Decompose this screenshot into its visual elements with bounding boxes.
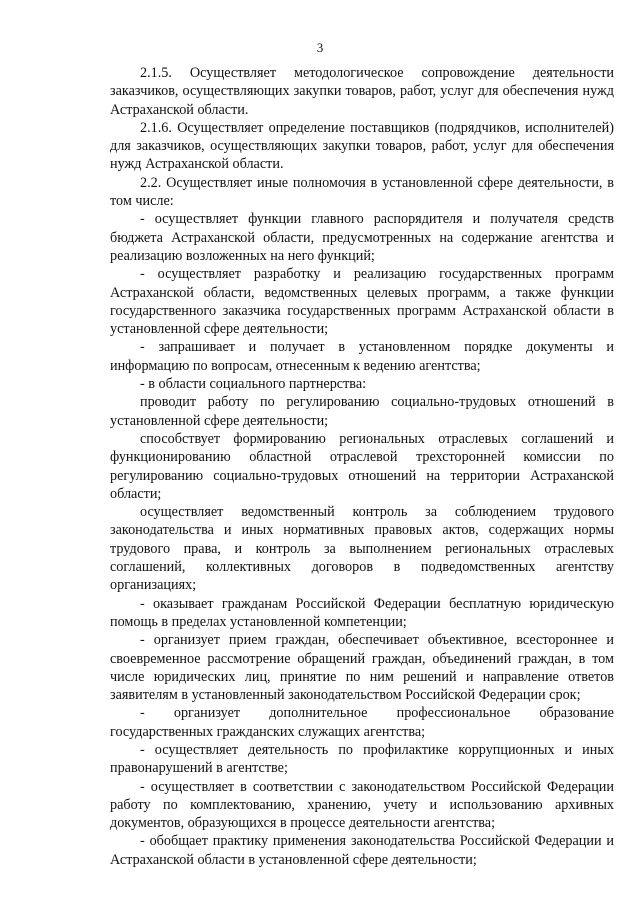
list-item: проводит работу по регулированию социально-трудовых отношений в установленной сфере деятельности; xyxy=(110,394,614,429)
list-item: - обобщает практику применения законодательства Российской Федерации и Астраханской области в установленной сфере деятельности; xyxy=(110,833,614,868)
list-item: - осуществляет в соответствии с законодательством Российской Федерации работу по комплектованию, хранению, учету и использованию архивных документов, образующихся в процессе деятельности агентства; xyxy=(110,778,614,832)
paragraph-2-1-6: 2.1.6. Осуществляет определение поставщиков (подрядчиков, исполнителей) для заказчиков, осуществляющих закупки товаров, работ, услуг для обеспечения нужд Астраханской области. xyxy=(110,119,614,173)
list-item: способствует формированию региональных отраслевых соглашений и функционированию областной отраслевой трехсторонней комиссии по регулированию социально-трудовых отношений на территории Астраханской области; xyxy=(110,430,614,502)
list-item: - оказывает гражданам Российской Федерации бесплатную юридическую помощь в пределах установленной компетенции; xyxy=(110,595,614,630)
paragraph-2-1-5: 2.1.5. Осуществляет методологическое сопровождение деятельности заказчиков, осуществляющих закупки товаров, работ, услуг для обеспечения нужд Астраханской области. xyxy=(110,65,614,118)
document-body xyxy=(110,64,614,869)
list-item: - в области социального партнерства: xyxy=(140,376,367,393)
list-item: - организует дополнительное профессиональное образование государственных гражданских служащих агентства; xyxy=(110,705,614,740)
page-number: 3 xyxy=(316,40,324,55)
paragraph-2-2: 2.2. Осуществляет иные полномочия в установленной сфере деятельности, в том числе: xyxy=(110,174,614,210)
list-item: - осуществляет функции главного распорядителя и получателя средств бюджета Астраханской области, предусмотренных на содержание агентства и реализацию возложенных на него функций; xyxy=(110,211,614,264)
list-item: осуществляет ведомственный контроль за соблюдением трудового законодательства и иных нормативных правовых актов, содержащих нормы трудового права, и контроль за выполнением региональных отраслевых соглашений, коллективных договоров в подведомственных агентству организациях; xyxy=(110,504,614,594)
list-item: - осуществляет разработку и реализацию государственных программ Астраханской области, ведомственных целевых программ, а также функции государственного заказчика государственных программ Астраханской области в установленной сфере деятельности; xyxy=(110,266,614,338)
list-item: - осуществляет деятельность по профилактике коррупционных и иных правонарушений в агентстве; xyxy=(110,741,614,777)
list-item: - запрашивает и получает в установленном порядке документы и информацию по вопросам, отнесенным к ведению агентства; xyxy=(110,339,614,374)
list-item: - организует прием граждан, обеспечивает объективное, всестороннее и своевременное рассмотрение обращений граждан, объединений граждан, в том числе юридических лиц, принятие по ним решений и направление ответов заявителям в установленный законодательством Российской Федерации срок; xyxy=(110,632,614,704)
